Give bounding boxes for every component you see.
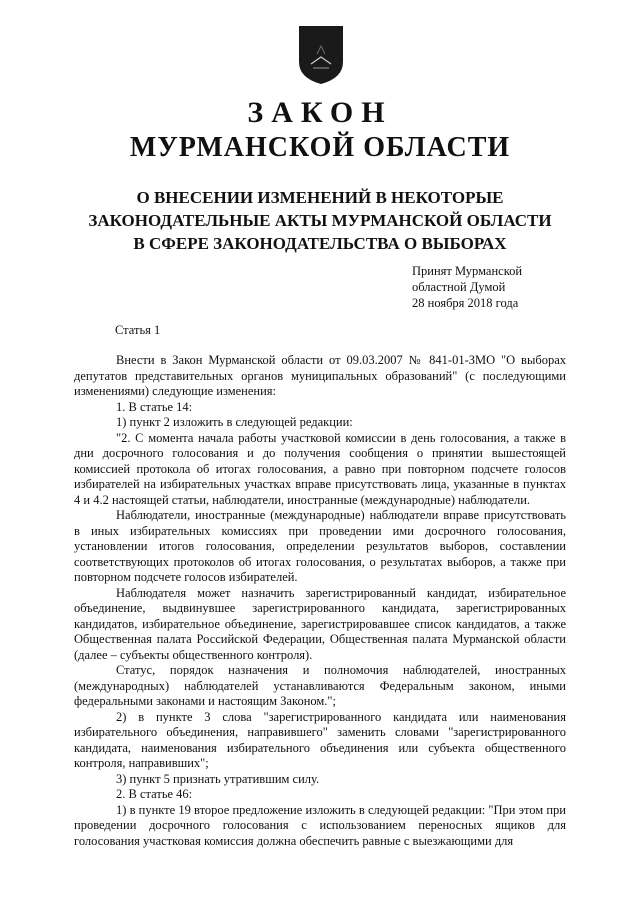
paragraph: 1. В статье 14: [116, 399, 193, 414]
law-title: ЗАКОН [247, 96, 393, 129]
adoption-line: областной Думой [412, 280, 506, 294]
paragraph: Наблюдателя может назначить зарегистрированный кандидат, избирательное объединение, выдвинувшее зарегистрированного кандидата, зарегистрированных кандидатов, избирательное объединение, зарегистрировавшее список кандидатов, а также Общественная палата Российской Федерации, Общественная палата Мурманской области (далее – субъекты общественного контроля). [74, 585, 566, 662]
adoption-date: 28 ноября 2018 года [412, 296, 519, 310]
article-body [74, 353, 566, 849]
paragraph: 2) в пункте 3 слова "зарегистрированного кандидата или наименования избирательного объединения, направившего" заменить словами "зарегистрированного кандидата, наименования избирательного объединения или субъекта общественного контроля, направивших"; [74, 709, 566, 770]
paragraph: 3) пункт 5 признать утратившим силу. [116, 771, 320, 786]
paragraph: 1) пункт 2 изложить в следующей редакции: [116, 415, 353, 429]
paragraph: "2. С момента начала работы участковой комиссии в день голосования, а также в дни досрочного голосования и до получения сообщения о принятии вышестоящей комиссией протокола об итогах голосования, а равно при повторном подсчете голосов избирателей на избирательных участках вправе присутствовать лица, указанные в пунктах 4 и 4.2 настоящей статьи, наблюдатели, иностранные (международные) наблюдатели. [74, 430, 566, 507]
adoption-line: Принят Мурманской [412, 264, 523, 278]
coat-of-arms-icon [297, 24, 345, 86]
article-heading: Статья 1 [115, 323, 161, 337]
subtitle-line: ЗАКОНОДАТЕЛЬНЫЕ АКТЫ МУРМАНСКОЙ ОБЛАСТИ [88, 211, 552, 230]
subtitle-line: В СФЕРЕ ЗАКОНОДАТЕЛЬСТВА О ВЫБОРАХ [133, 234, 507, 253]
region-title: МУРМАНСКОЙ ОБЛАСТИ [129, 132, 511, 163]
adoption-note [412, 263, 522, 311]
paragraph: Наблюдатели, иностранные (международные) наблюдатели вправе присутствовать в иных избирательных комиссиях при проведении ими досрочного голосования, установлении итогов голосования, определении результатов выборов, составлении соответствующих протоколов об итогах голосования, о результатах выборов, а также при повторном подсчете голосов избирателей. [74, 508, 566, 584]
paragraph: 1) в пункте 19 второе предложение изложить в следующей редакции: "При этом при проведении досрочного голосования с использованием переносных ящиков для голосования участковая комиссия должна обеспечить равные с выезжающими для [74, 802, 566, 848]
paragraph: 2. В статье 46: [116, 787, 193, 801]
subtitle-line: О ВНЕСЕНИИ ИЗМЕНЕНИЙ В НЕКОТОРЫЕ [136, 188, 504, 207]
paragraph: Внести в Закон Мурманской области от 09.03.2007 № 841-01-ЗМО "О выборах депутатов представительных органов муниципальных образований" (с последующими изменениями) следующие изменения: [74, 353, 566, 398]
paragraph: Статус, порядок назначения и полномочия наблюдателей, иностранных (международных) наблюдателей устанавливаются Федеральным законом, иными федеральными законами и настоящим Законом."; [74, 663, 566, 708]
law-subject-title [60, 186, 580, 255]
